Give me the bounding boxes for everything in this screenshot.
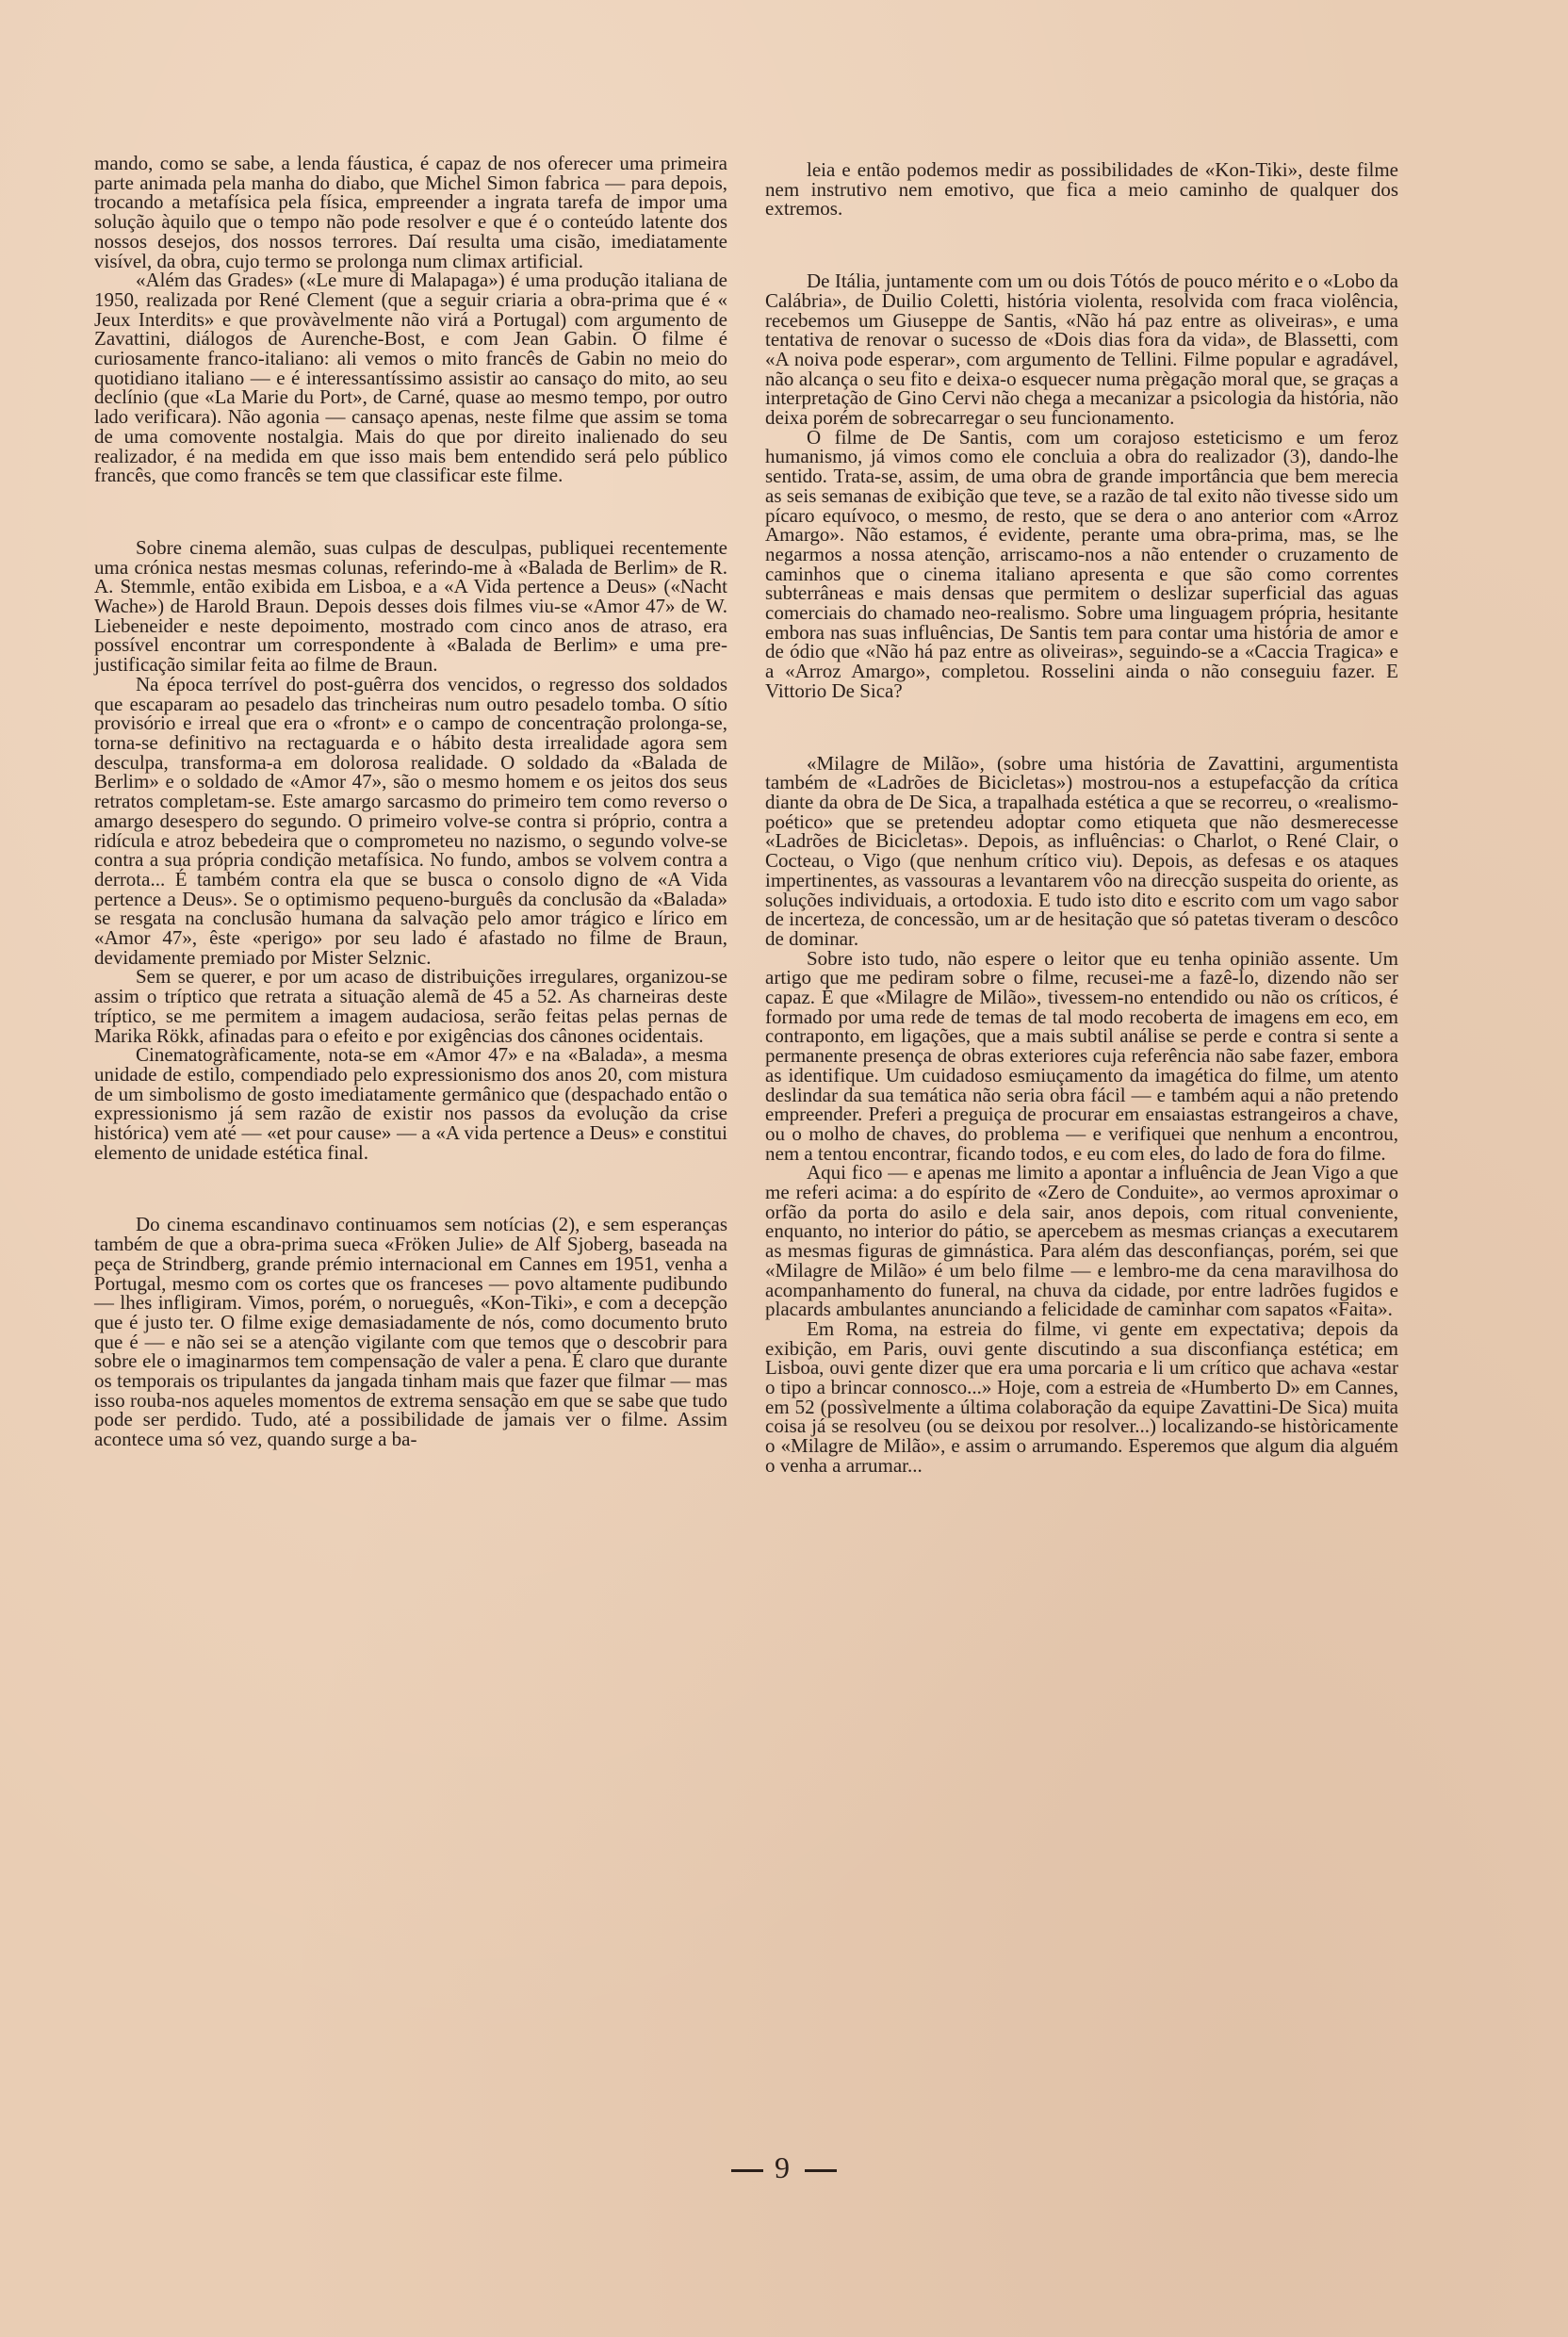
right-column (765, 160, 1398, 1476)
page-number-dash-left (731, 2169, 763, 2172)
left-paragraph-1: mando, como se sabe, a lenda fáustica, é capaz de nos oferecer uma primeira parte animada pela manha do diabo, que Michel Simon fabrica — para depois, trocando a metafísica pela física, empreender a ingrata tarefa de impor uma solução àquilo que o tempo não pode resolver e que é o conteúdo latente dos nossos desejos, dos nossos terrores. Daí resulta uma cisão, imediatamente visível, da obra, cujo termo se prolonga num climax artificial. (94, 152, 727, 272)
page-number (0, 2150, 1568, 2185)
left-paragraph-2: «Além das Grades» («Le mure di Malapaga») é uma produção italiana de 1950, realizada por René Clement (que a seguir criaria a obra-prima que é « Jeux Interdits» e que provàvelmente não virá a Portugal) com argumento de Zavattini, diálogos de Aurenche-Bost, e com Jean Gabin. O filme é curiosamente franco-italiano: ali vemos o mito francês de Gabin no meio do quotidiano italiano — e é interessantíssimo assistir ao cansaço do mito, ao seu declínio (que «La Marie du Port», de Carné, quase ao mesmo tempo, por outro lado verificara). Não agonia — cansaço apenas, neste filme que assim se toma de uma comovente nostalgia. Mais do que por direito inalienado do seu realizador, é na medida em que isso mais bem entendido será pelo público francês, que como francês se tem que classificar este filme. (94, 269, 727, 487)
right-paragraph-5: Sobre isto tudo, não espere o leitor que eu tenha opinião assente. Um artigo que me pediram sobre o filme, recusei-me a fazê-lo, dizendo não ser capaz. É que «Milagre de Milão», tivessem-no entendido ou não os críticos, é formado por uma rede de temas de tal modo recoberta de imagens em eco, em contraponto, em ligações, que a mais subtil análise se perde e contra si sente a permanente presença de obras exteriores cuja referência não sabe fazer, embora as identifique. Um cuidadoso esmiuçamento da imagética do filme, um atento deslindar da sua temática não seria obra fácil — e também aqui a não pretendo empreender. Preferi a preguiça de procurar em ensaiastas estrangeiros a chave, ou o molho de chaves, do problema — e verifiquei que nenhum a encontrou, nem a tentou encontrar, ficando todos, e eu com eles, do lado de fora do filme. (765, 946, 1398, 1165)
right-paragraph-3: O filme de De Santis, com um corajoso esteticismo e um feroz humanismo, já vimos como ele concluia a obra do realizador (3), dando-lhe sentido. Trata-se, assim, de uma obra de grande importância que bem merecia as seis semanas de exibição que teve, se a razão de tal exito não tivesse sido um pícaro equívoco, o mesmo, de resto, que se dera o ano anterior com «Arroz Amargo». Não estamos, é evidente, perante uma obra-prima, mas, se lhe negarmos a nossa atenção, arriscamo-nos a não entender o cruzamento de caminhos que o cinema italiano apresenta e que são como correntes subterrâneas e mais densas que permitem o deslizar superficial das aguas comerciais do chamado neo-realismo. Sobre uma linguagem própria, hesitante embora nas suas influências, De Santis tem para contar uma história de amor e de ódio que «Não há paz entre as oliveiras», seguindo-se a «Caccia Tragica» e a «Arroz Amargo», completou. Rosselini ainda o não conseguiu fazer. E Vittorio De Sica? (765, 425, 1398, 702)
page-number-dash-right (805, 2169, 837, 2172)
right-paragraph-1: leia e então podemos medir as possibilidades de «Kon-Tiki», deste filme nem instrutivo nem emotivo, que fica a meio caminho de qualquer dos extremos. (765, 158, 1398, 221)
right-paragraph-4: «Milagre de Milão», (sobre uma história de Zavattini, argumentista também de «Ladrões de Bicicletas») mostrou-nos a estupefacção da crítica diante da obra de De Sica, a trapalhada estética a que se recorreu, o «realismo-poético» que se pretendeu adoptar como etiqueta que não desmerecesse «Ladrões de Bicicletas». Depois, as influências: o Charlot, o René Clair, o Cocteau, o Vigo (que nenhum crítico viu). Depois, as defesas e os ataques impertinentes, as vassouras a levantarem vôo na direcção suspeita do oriente, as soluções individuais, a ortodoxia. E tudo isto dito e escrito com um vago sabor de incerteza, de concessão, um ar de hesitação que só patetas tiveram o descôco de dominar. (765, 751, 1398, 950)
left-paragraph-6: Cinematogràficamente, nota-se em «Amor 47» e na «Balada», a mesma unidade de estilo, compendiado pelo expressionismo dos anos 20, com mistura de um simbolismo de gosto imediatamente germânico que (despachado então o expressionismo já sem razão de existir nos passos da evolução da crise histórica) vem até — «et pour cause» — a «A vida pertence a Deus» e constitui elemento de unidade estética final. (94, 1043, 727, 1164)
left-paragraph-3: Sobre cinema alemão, suas culpas de desculpas, publiquei recentemente uma crónica nestas mesmas colunas, referindo-me à «Balada de Berlim» de R. A. Stemmle, então exibida em Lisboa, e a «A Vida pertence a Deus» («Nacht Wache») de Harold Braun. Depois desses dois filmes viu-se «Amor 47» de W. Liebeneider e neste depoimento, mostrado com cinco anos de atraso, era possível encontrar um correspondente à «Balada de Berlim» e uma pre-justificação similar feita ao filme de Braun. (94, 535, 727, 677)
left-paragraph-7: Do cinema escandinavo continuamos sem notícias (2), e sem esperanças também de que a obra-prima sueca «Fröken Julie» de Alf Sjoberg, baseada na peça de Strindberg, grande prémio internacional em Cannes em 1951, venha a Portugal, mesmo com os cortes que os franceses — povo altamente pudibundo — lhes infligiram. Vimos, porém, o norueguês, «Kon-Tiki», e com a decepção que é justo ter. O filme exige demasiadamente de nós, como documento bruto que é — e não sei se a atenção vigilante com que temos que o descobrir para sobre ele o imaginarmos tem compensação de valer a pena. É claro que durante os temporais os tripulantes da jangada tinham mais que fazer que filmar — mas isso rouba-nos aqueles momentos de extrema sensação em que se sabe que tudo pode ser perdido. Tudo, até a possibilidade de jamais ver o filme. Assim acontece uma só vez, quando surge a ba- (94, 1213, 727, 1451)
left-paragraph-5: Sem se querer, e por um acaso de distribuições irregulares, organizou-se assim o tríptico que retrata a situação alemã de 45 a 52. As charneiras deste tríptico, se me permitem a imagem audaciosa, serão feitas pelas pernas de Marika Rökk, afinadas para o efeito e por exigências dos cânones ocidentais. (94, 965, 727, 1047)
left-column (94, 154, 727, 1449)
left-paragraph-4: Na época terrível do post-guêrra dos vencidos, o regresso dos soldados que escaparam ao pesadelo das trincheiras num outro pesadelo tomba. O sítio provisório e irreal que era o «front» e o campo de concentração prolonga-se, torna-se definitivo na rectaguarda e o hábito desta irrealidade agora sem desculpa, transforma-a em dolorosa realidade. O soldado da «Balada de Berlim» e o soldado de «Amor 47», são o mesmo homem e os jeitos dos seus retratos completam-se. Este amargo sarcasmo do primeiro tem como reverso o amargo desespero do segundo. O primeiro volve-se contra si próprio, contra a ridícula e atroz bebedeira que o comprometeu no nazismo, o segundo volve-se contra a sua própria condição metafísica. No fundo, ambos se volvem contra a derrota... É também contra ela que se busca o consolo digno de «A Vida pertence a Deus». Se o optimismo pequeno-burguês da conclusão da «Balada» se resgata na conclusão humana da salvação pelo amor trágico e lírico em «Amor 47», êste «perigo» por seu lado é afastado no filme de Braun, devidamente premiado por Mister Selznic. (94, 672, 727, 969)
right-paragraph-7: Em Roma, na estreia do filme, vi gente em expectativa; depois da exibição, em Paris, ouvi gente discutindo a sua disconfiança estética; em Lisboa, ouvi gente dizer que era uma porcaria e li um crítico que achava «estar o tipo a brincar connosco...» Hoje, com a estreia de «Humberto D» em Cannes, em 52 (possìvelmente a última colaboração da equipe Zavattini-De Sica) muita coisa já se resolveu (ou se deixou por resolver...) localizando-se històricamente o «Milagre de Milão», e assim o arrumando. Esperemos que algum dia alguém o venha a arrumar... (765, 1316, 1398, 1477)
right-paragraph-2: De Itália, juntamente com um ou dois Tótós de pouco mérito e o «Lobo da Calábria», de Duilio Coletti, história violenta, resolvida com fraca violência, recebemos um Giuseppe de Santis, «Não há paz entre as oliveiras», e uma tentativa de renovar o sucesso de «Dois dias fora da vida», de Blassetti, com «A noiva pode esperar», com argumento de Tellini. Filme popular e agradável, não alcança o seu fito e deixa-o esquecer numa prègação moral que, se graças a interpretação de Gino Cervi não chega a mecanizar a psicologia da história, não deixa porém de sobrecarregar o seu funcionamento. (765, 270, 1398, 430)
page-number-value: 9 (775, 2150, 793, 2184)
right-paragraph-6: Aqui fico — e apenas me limito a apontar a influência de Jean Vigo a que me referi acima: a do espírito de «Zero de Conduite», ao vermos aproximar o orfão da porta do asilo e dela sair, anos depois, com ritual conveniente, enquanto, no interior do pátio, se apercebem as mesmas crianças a executarem as mesmas figuras de gimnástica. Para além das desconfianças, porém, sei que «Milagre de Milão» é um belo filme — e lembro-me da cena maravilhosa do acompanhamento do funeral, na chuva da cidade, por entre ladrões fugidos e placards ambulantes anunciando a felicidade de caminhar com sapatos «Faita». (765, 1161, 1398, 1321)
